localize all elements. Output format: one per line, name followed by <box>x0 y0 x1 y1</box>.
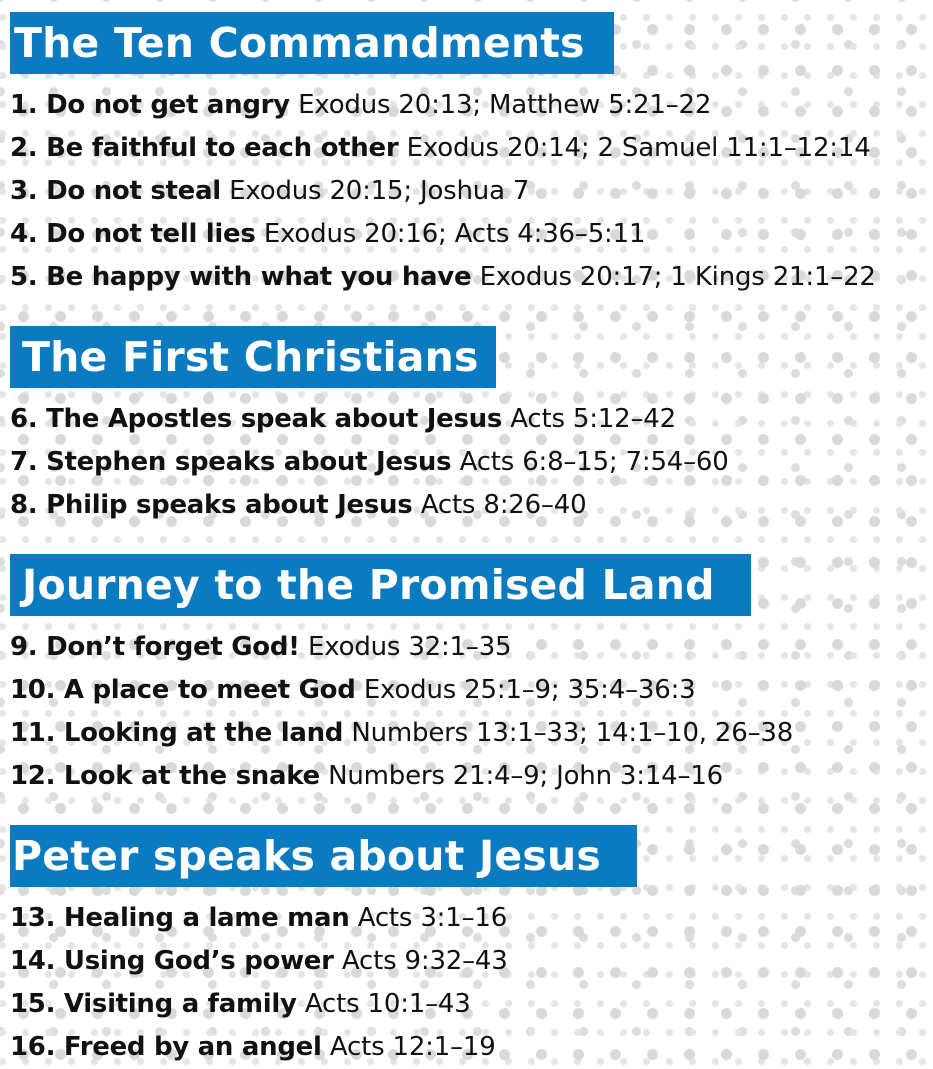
section-heading-peter-speaks: Peter speaks about Jesus <box>10 825 637 887</box>
item-reference: Exodus 20:14; 2 Samuel 11:1–12:14 <box>406 133 871 163</box>
item-title: 14. Using God’s power <box>10 946 334 976</box>
list-item <box>10 712 793 755</box>
list-item <box>10 1026 508 1069</box>
list-item <box>10 84 876 127</box>
item-title: 5. Be happy with what you have <box>10 262 472 292</box>
item-title: 2. Be faithful to each other <box>10 133 399 163</box>
item-title: 10. A place to meet God <box>10 675 356 705</box>
item-reference: Acts 9:32–43 <box>341 946 508 976</box>
item-title: 7. Stephen speaks about Jesus <box>10 447 452 477</box>
list-item <box>10 669 793 712</box>
list-item <box>10 170 876 213</box>
item-title: 8. Philip speaks about Jesus <box>10 490 413 520</box>
item-reference: Exodus 20:15; Joshua 7 <box>229 176 530 206</box>
section-list-first-christians <box>10 398 729 527</box>
item-reference: Acts 12:1–19 <box>329 1032 496 1062</box>
item-reference: Numbers 21:4–9; John 3:14–16 <box>328 761 723 791</box>
item-title: 13. Healing a lame man <box>10 903 350 933</box>
item-title: 3. Do not steal <box>10 176 221 206</box>
list-item <box>10 755 793 798</box>
list-item <box>10 626 793 669</box>
section-list-promised-land <box>10 626 793 798</box>
list-item <box>10 983 508 1026</box>
item-reference: Exodus 25:1–9; 35:4–36:3 <box>363 675 696 705</box>
list-item <box>10 213 876 256</box>
item-reference: Numbers 13:1–33; 14:1–10, 26–38 <box>351 718 794 748</box>
list-item <box>10 127 876 170</box>
list-item <box>10 940 508 983</box>
list-item <box>10 256 876 299</box>
item-title: 9. Don’t forget God! <box>10 632 300 662</box>
item-title: 16. Freed by an angel <box>10 1032 322 1062</box>
section-heading-first-christians: The First Christians <box>10 326 496 388</box>
item-reference: Acts 3:1–16 <box>357 903 508 933</box>
item-reference: Acts 6:8–15; 7:54–60 <box>459 447 729 477</box>
item-reference: Exodus 20:13; Matthew 5:21–22 <box>298 90 712 120</box>
item-reference: Exodus 32:1–35 <box>308 632 512 662</box>
item-title: 12. Look at the snake <box>10 761 320 791</box>
item-reference: Acts 8:26–40 <box>420 490 587 520</box>
list-item <box>10 484 729 527</box>
item-reference: Acts 5:12–42 <box>510 404 676 434</box>
list-item <box>10 398 729 441</box>
section-heading-promised-land: Journey to the Promised Land <box>10 554 751 616</box>
list-item <box>10 441 729 484</box>
item-reference: Exodus 20:17; 1 Kings 21:1–22 <box>479 262 876 292</box>
item-reference: Acts 10:1–43 <box>304 989 471 1019</box>
section-list-peter-speaks <box>10 897 508 1069</box>
item-title: 4. Do not tell lies <box>10 219 256 249</box>
item-reference: Exodus 20:16; Acts 4:36–5:11 <box>263 219 646 249</box>
item-title: 6. The Apostles speak about Jesus <box>10 404 503 434</box>
item-title: 1. Do not get angry <box>10 90 290 120</box>
item-title: 15. Visiting a family <box>10 989 297 1019</box>
section-list-ten-commandments <box>10 84 876 299</box>
section-heading-ten-commandments: The Ten Commandments <box>10 12 614 74</box>
item-title: 11. Looking at the land <box>10 718 344 748</box>
list-item <box>10 897 508 940</box>
